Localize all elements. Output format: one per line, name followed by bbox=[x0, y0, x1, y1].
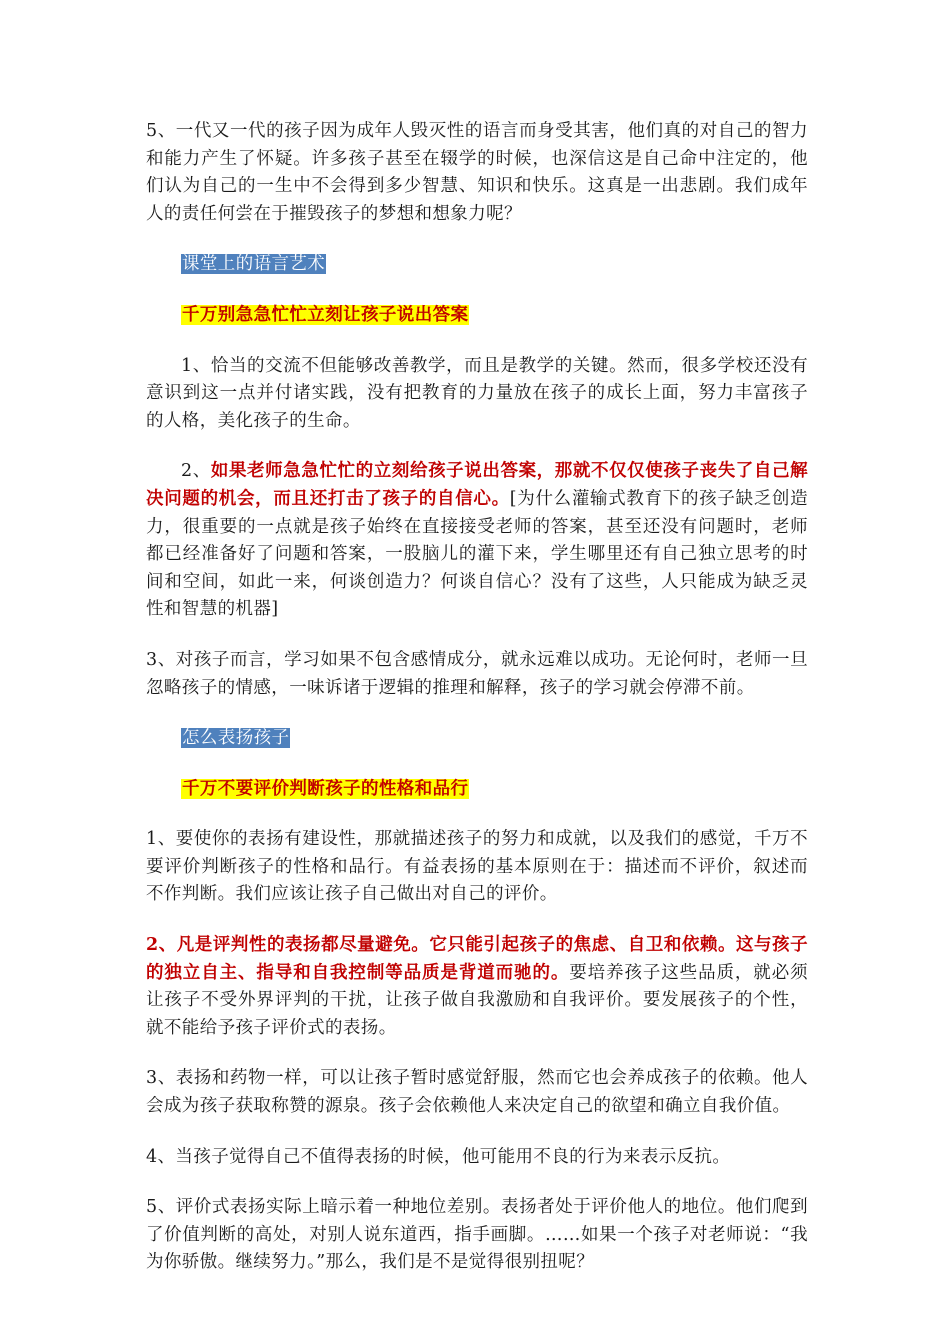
heading-label: 课堂上的语言艺术 bbox=[182, 254, 326, 275]
paragraph-avoid-judgmental-praise bbox=[146, 932, 808, 1042]
subheading-label: 千万别急急忙忙立刻让孩子说出答案 bbox=[182, 304, 469, 325]
paragraph-communication: 1、恰当的交流不但能够改善教学，而且是教学的关键。然而，很多学校还没有意识到这一点并付诸实践，没有把教育的力量放在孩子的成长上面，努力丰富孩子的人格，美化孩子的生命。 bbox=[146, 355, 808, 431]
paragraph-praise-like-medicine: 3、表扬和药物一样，可以让孩子暂时感觉舒服，然而它也会养成孩子的依赖。他人会成为孩子获取称赞的源泉。孩子会依赖他人来决定自己的欲望和确立自我价值。 bbox=[146, 1068, 808, 1117]
section-heading-how-to-praise bbox=[181, 725, 808, 753]
paragraph-dreams: 5、一代又一代的孩子因为成年人毁灭性的语言而身受其害，他们真的对自己的智力和能力产生了怀疑。许多孩子甚至在辍学的时候，也深信这是自己命中注定的，他们认为自己的一生中不会得到多少智慧、知识和快乐。这真是一出悲剧。我们成年人的责任何尝在于摧毁孩子的梦想和想象力呢？ bbox=[146, 121, 808, 224]
paragraph-emotion-learning: 3、对孩子而言，学习如果不包含感情成分，就永远难以成功。无论何时，老师一旦忽略孩子的情感，一味诉诸于逻辑的推理和解释，孩子的学习就会停滞不前。 bbox=[146, 649, 808, 698]
document-page bbox=[146, 118, 808, 1300]
paragraph-number: 2、 bbox=[146, 935, 177, 956]
subheading-label: 千万不要评价判断孩子的性格和品行 bbox=[182, 778, 469, 799]
paragraph-body: [为什么灌输式教育下的孩子缺乏创造力，很重要的一点就是孩子始终在直接接受老师的答案，甚至还没有问题时，老师都已经准备好了问题和答案，一股脑儿的灌下来，学生哪里还有自己独立思考的时间和空间，如此一来，何谈创造力？何谈自信心？没有了这些，人只能成为缺乏灵性和智慧的机器] bbox=[146, 488, 808, 620]
emphasis-text: 如果老师急急忙忙的立刻给孩子说出答案，那就不仅仅使孩子丧失了自己解决问题的机会，而且还打击了孩子的自信心。 bbox=[146, 461, 808, 509]
subheading-dont-rush-answers bbox=[181, 302, 808, 330]
heading-label: 怎么表扬孩子 bbox=[182, 728, 290, 749]
paragraph-body: 要培养孩子这些品质，就必须让孩子不受外界评判的干扰，让孩子做自我激励和自我评价。要发展孩子的个性，就不能给予孩子评价式的表扬。 bbox=[146, 962, 808, 1038]
section-heading-classroom-language bbox=[181, 251, 808, 279]
subheading-dont-judge-character bbox=[181, 776, 808, 804]
paragraph-number: 2、 bbox=[181, 461, 211, 482]
paragraph-rushing-answers bbox=[146, 458, 808, 624]
paragraph-constructive-praise: 1、要使你的表扬有建设性，那就描述孩子的努力和成就，以及我们的感觉，千万不要评价判断孩子的性格和品行。有益表扬的基本原则在于：描述而不评价，叙述而不作判断。我们应该让孩子自己做出对自己的评价。 bbox=[146, 829, 808, 905]
paragraph-status-difference: 5、评价式表扬实际上暗示着一种地位差别。表扬者处于评价他人的地位。他们爬到了价值判断的高处，对别人说东道西，指手画脚。……如果一个孩子对老师说：“我为你骄傲。继续努力。”那么，我们是不是觉得很别扭呢？ bbox=[146, 1197, 808, 1273]
paragraph-unworthy-praise: 4、当孩子觉得自己不值得表扬的时候，他可能用不良的行为来表示反抗。 bbox=[146, 1146, 731, 1167]
emphasis-text: 凡是评判性的表扬都尽量避免。它只能引起孩子的焦虑、自卫和依赖。这与孩子的独立自主、指导和自我控制等品质是背道而驰的。 bbox=[146, 935, 808, 983]
